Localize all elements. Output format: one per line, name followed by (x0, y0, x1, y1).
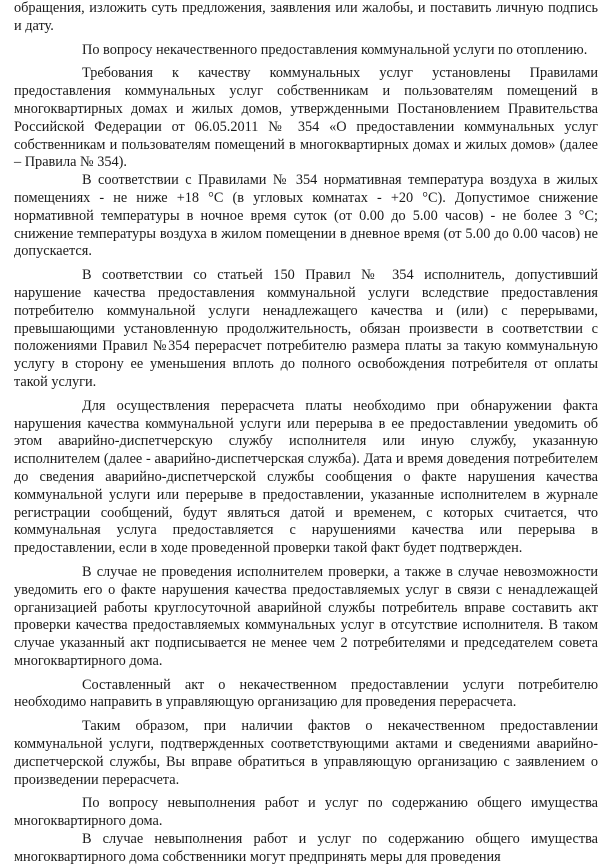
section-heading-heating: По вопросу некачественного предоставления коммунальной услуги по отоплению. (82, 41, 588, 58)
paragraph-conclusion: Таким образом, при наличии фактов о некачественном предоставлении коммунальной услуги, подтвержденных соответствующими актами и сведениями аварийно-диспетчерской службы, Вы вправе обратиться в управляющую организацию с заявлением о произведении перерасчета. (14, 718, 598, 788)
paragraph-article-150: В соответствии со статьей 150 Правил № 354 исполнитель, допустивший нарушение качества предоставления коммунальной услуги вследствие предоставления потребителю коммунальной услуги ненадлежащего качества и (или) с перерывами, превышающими установленную продолжительность, обязан произвести в соответствии с положениями Правил №354 перерасчет потребителю размера платы за такую коммунальную услугу в сторону ее уменьшения вплоть до полного освобождения потребителя от оплаты такой услуги. (14, 267, 598, 390)
paragraph-no-inspection: В случае не проведения исполнителем проверки, а также в случае невозможности уведомить его о факте нарушения качества предоставляемых услуг в связи с ненадлежащей организацией работы круглосуточной аварийной службы потребитель вправе составить акт проверки качества предоставляемых коммунальных услуг в отсутствие исполнителя. В таком случае указанный акт подписывается не менее чем 2 потребителями и председателем совета многоквартирного дома. (14, 563, 598, 669)
paragraph-common-property: В случае невыполнения работ и услуг по содержанию общего имущества многоквартирного дома собственники могут предпринять меры для проведения (14, 831, 598, 865)
paragraph-temperature-norms: В соответствии с Правилами № 354 нормативная температура воздуха в жилых помещениях - не ниже +18 °С (в угловых комнатах - +20 °С). Допустимое снижение нормативной температуры в ночное время суток (от 0.00 до 5.00 часов) - не более 3 °С; снижение температуры воздуха в жилом помещении в дневное время (от 5.00 до 0.00 часов) не допускается. (14, 172, 598, 260)
paragraph-act-submission: Составленный акт о некачественном предоставлении услуги потребителю необходимо направить в управляющую организацию для проведения перерасчета. (14, 676, 598, 711)
section-heading-common-property: По вопросу невыполнения работ и услуг по содержанию общего имущества многоквартирного дома. (14, 795, 598, 830)
paragraph-recalculation-procedure: Для осуществления перерасчета платы необходимо при обнаружении факта нарушения качества коммунальной услуги или перерыва в ее предоставлении уведомить об этом аварийно-диспетчерскую службу исполнителя или иную службу, указанную исполнителем (далее - аварийно-диспетчерская служба). Дата и время доведения потребителем до сведения аварийно-диспетчерской службы сообщения о факте нарушения качества коммунальной услуги или перерыве в предоставлении, указанные исполнителем в журнале регистрации сообщений, будут являться датой и временем, с которых считается, что коммунальная услуга предоставляется с нарушениями качества или перерыва в предоставлении, если в ходе проведенной проверки такой факт будет подтвержден. (14, 397, 598, 557)
paragraph-continuation: обращения, изложить суть предложения, заявления или жалобы, и поставить личную подпись и дату. (14, 0, 598, 34)
paragraph-quality-requirements: Требования к качеству коммунальных услуг установлены Правилами предоставления коммунальных услуг собственникам и пользователям помещений в многоквартирных домах и жилых домов, утвержденными Постановлением Правительства Российской Федерации от 06.05.2011 № 354 «О предоставлении коммунальных услуг собственникам и пользователям помещений в многоквартирных домах и жилых домов» (далее – Правила № 354). (14, 65, 598, 171)
